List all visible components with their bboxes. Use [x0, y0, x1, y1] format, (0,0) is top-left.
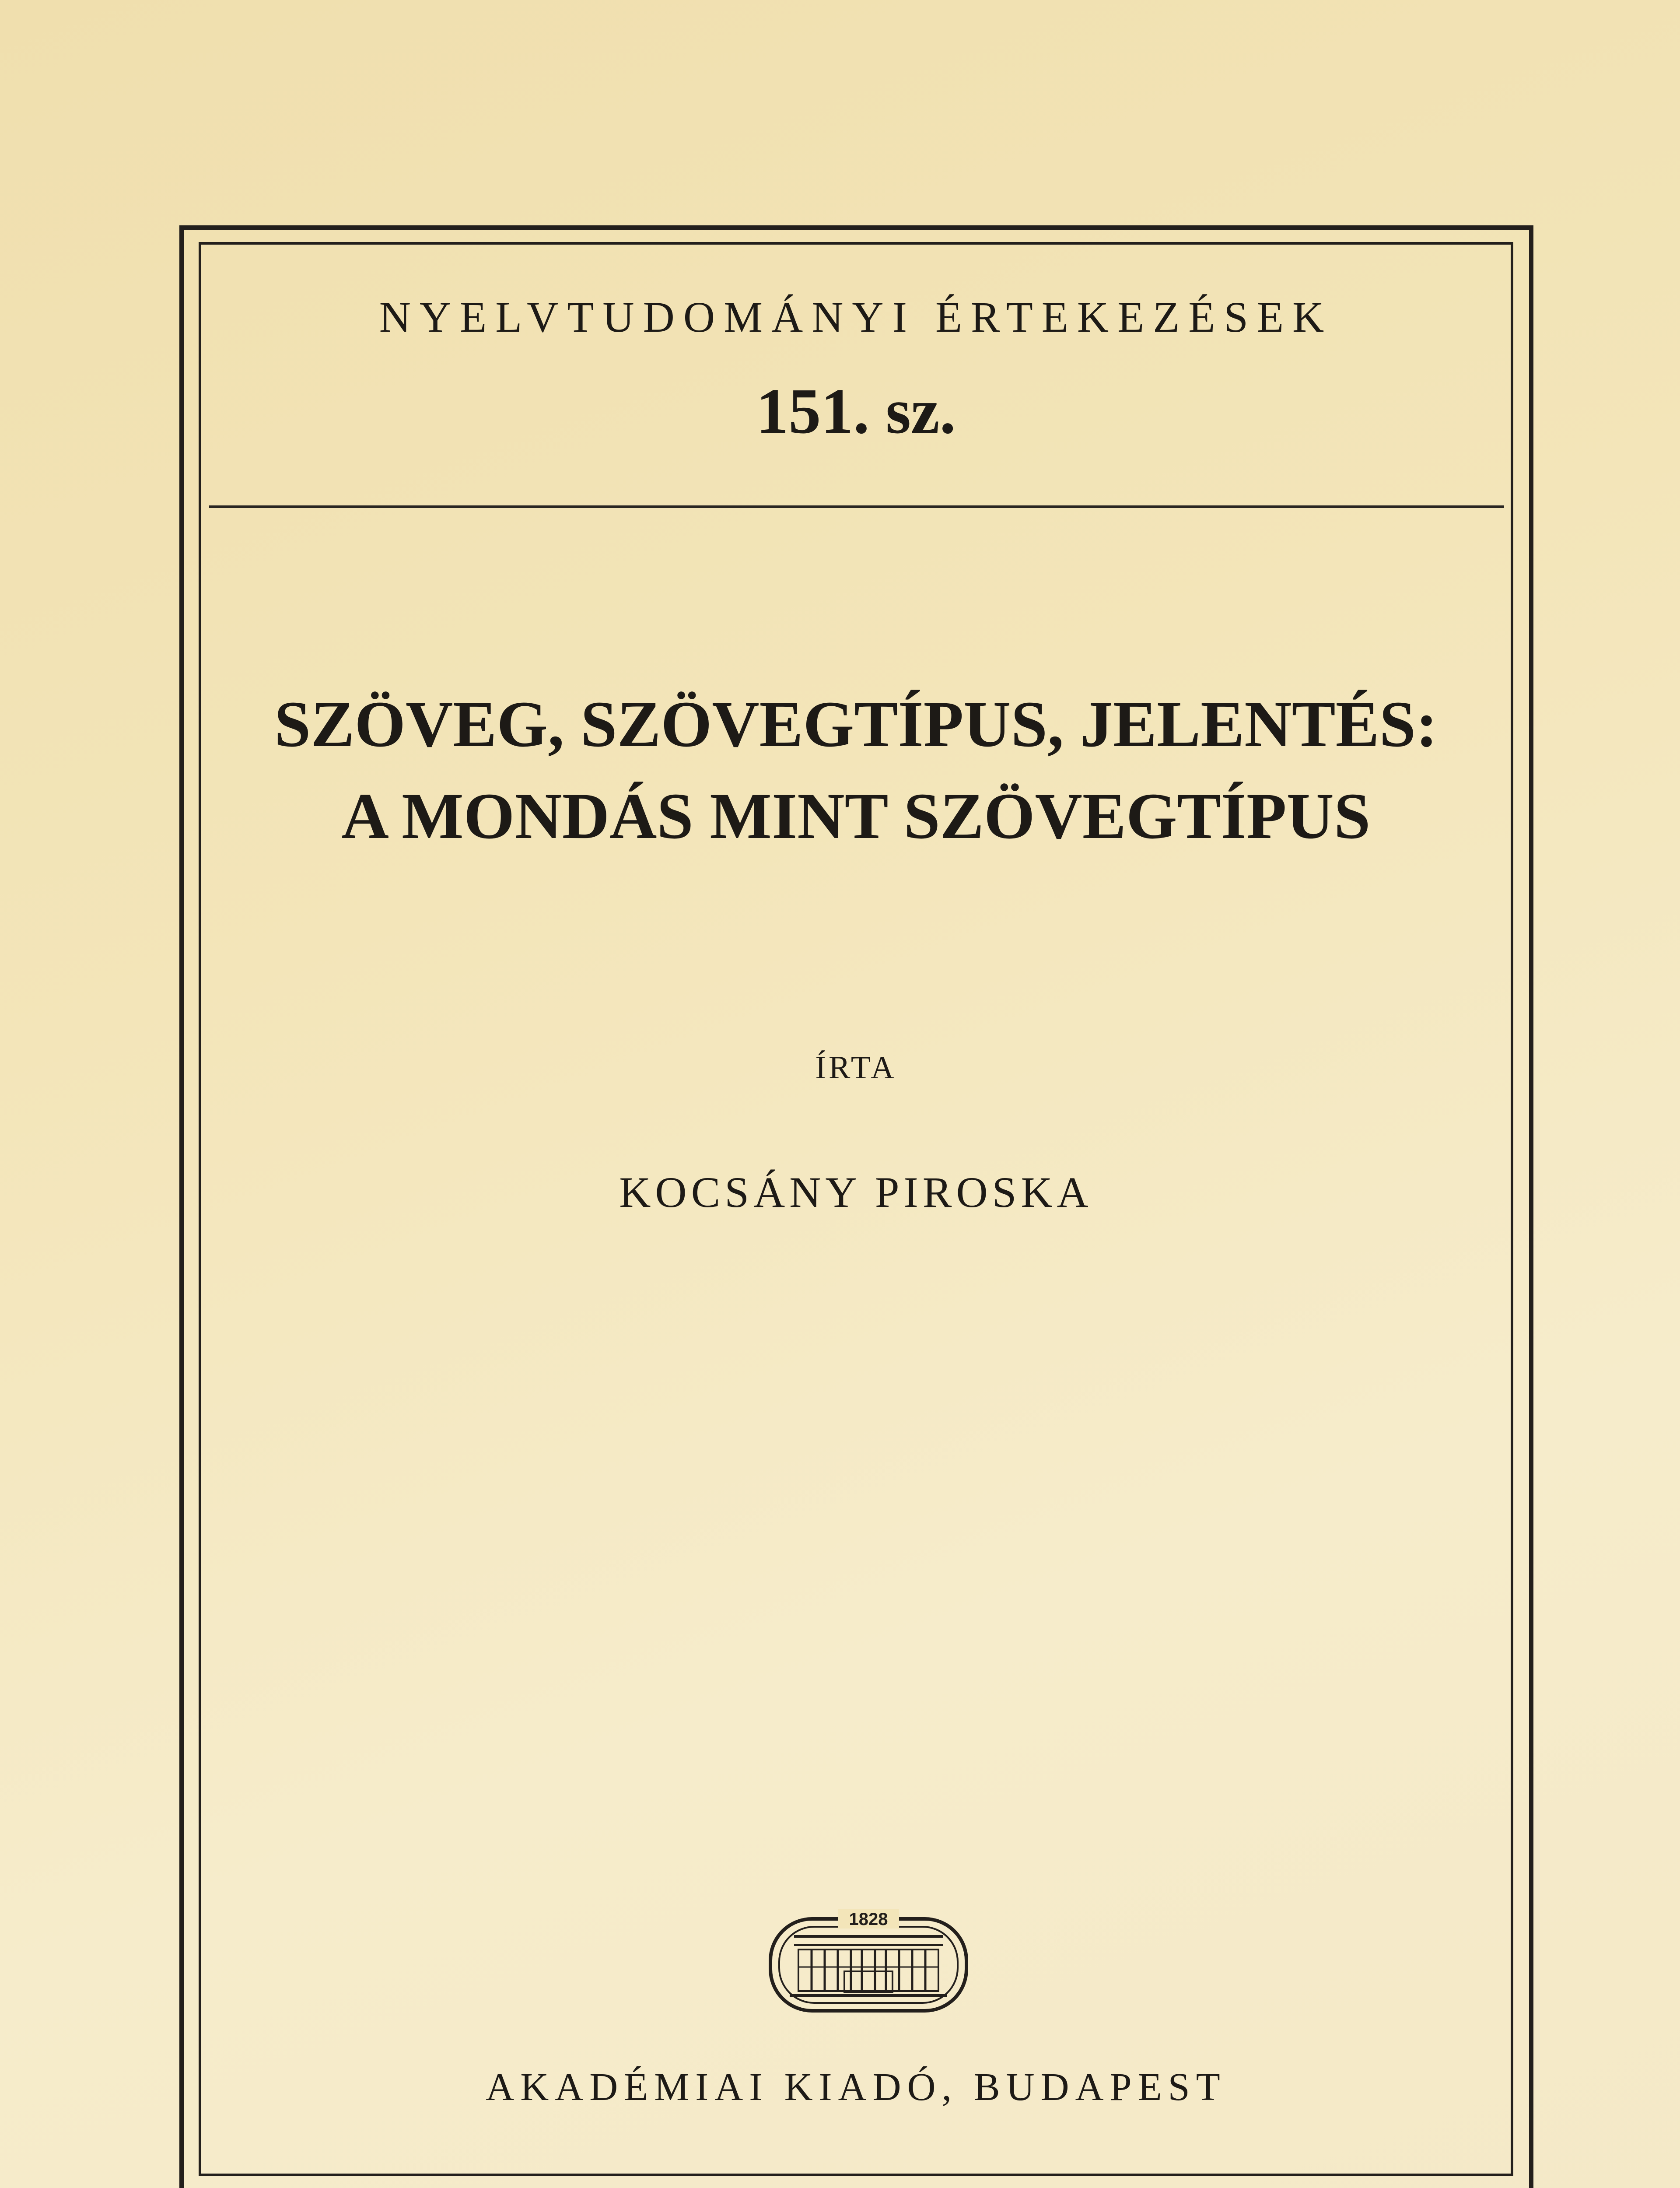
book-title-line-2: A MONDÁS MINT SZÖVEGTÍPUS	[341, 780, 1371, 852]
book-title-line-1: SZÖVEG, SZÖVEGTÍPUS, JELENTÉS:	[274, 688, 1438, 761]
series-title: NYELVTUDOMÁNYI ÉRTEKEZÉSEK	[379, 293, 1333, 341]
logo-year: 1828	[849, 1910, 888, 1929]
publisher-imprint: AKADÉMIAI KIADÓ, BUDAPEST	[486, 2065, 1226, 2109]
series-number: 151. sz.	[756, 375, 956, 447]
byline-label: ÍRTA	[815, 1050, 897, 1086]
author-name: KOCSÁNY PIROSKA	[619, 1168, 1093, 1217]
academy-building-logo-icon	[768, 1906, 969, 2020]
divider-rule	[209, 505, 1504, 508]
